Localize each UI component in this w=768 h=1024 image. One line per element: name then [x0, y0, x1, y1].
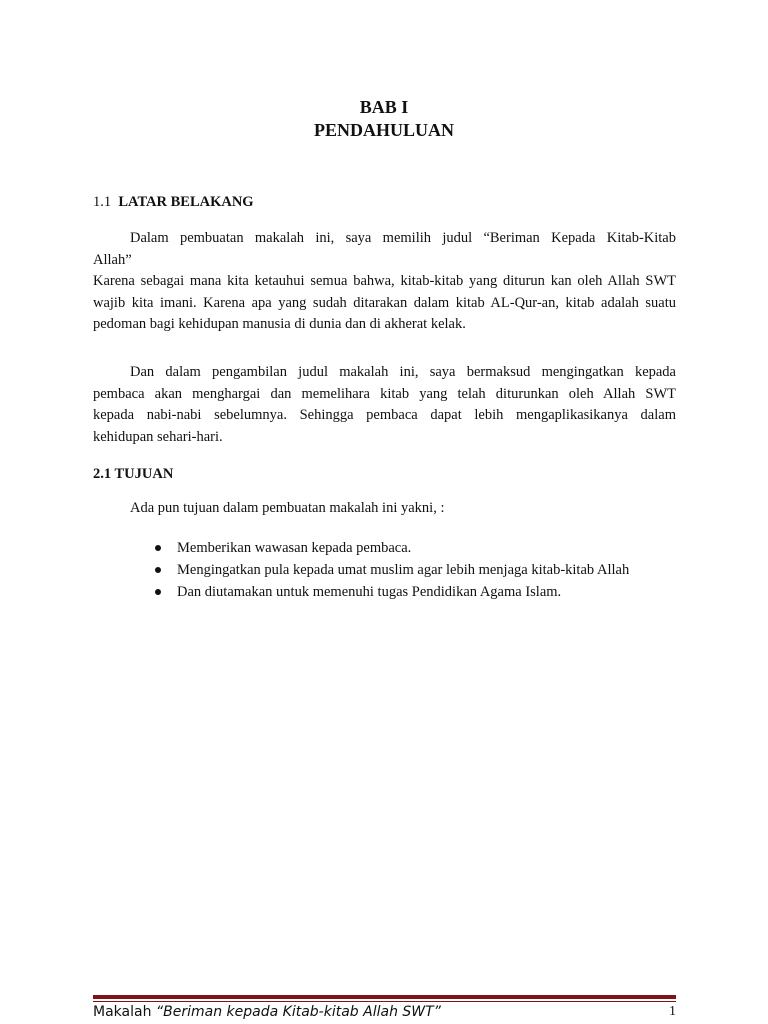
section-title: LATAR BELAKANG: [118, 194, 254, 210]
section-heading-latar-belakang: [93, 194, 254, 211]
text-line: kepada nabi-nabi sebelumnya. Sehingga pembaca dapat lebih mengaplikasikanya dalam: [93, 407, 676, 423]
section-number: 1.1: [93, 194, 112, 210]
page-number: 1: [669, 1004, 676, 1019]
footer-text: [93, 1004, 441, 1020]
chapter-title: PENDAHULUAN: [313, 120, 454, 140]
list-item-text: Dan diutamakan untuk memenuhi tugas Pendidikan Agama Islam.: [177, 584, 562, 600]
bullet-icon: [155, 589, 161, 595]
list-item-text: Mengingatkan pula kepada umat muslim agar lebih menjaga kitab-kitab Allah: [177, 562, 630, 578]
tujuan-intro: Ada pun tujuan dalam pembuatan makalah ini yakni, :: [130, 500, 445, 516]
list-item-text: Memberikan wawasan kepada pembaca.: [177, 540, 412, 556]
text-line: pembaca akan menghargai dan memelihara kitab yang telah diturunkan oleh Allah SWT: [93, 385, 676, 402]
text-line: Allah”: [93, 251, 132, 268]
bullet-icon: [155, 567, 161, 573]
paragraph-2: [93, 362, 676, 448]
section-heading-tujuan: 2.1 TUJUAN: [93, 466, 174, 482]
text-line: Dalam pembuatan makalah ini, saya memilih judul “Beriman Kepada Kitab-Kitab: [130, 230, 676, 246]
text-line: wajib kita imani. Karena apa yang sudah ditarakan dalam kitab AL-Qur-an, kitab adalah suatu: [93, 294, 676, 311]
list-item: [155, 581, 561, 603]
text-line: Dan dalam pengambilan judul makalah ini, saya bermaksud mengingatkan kepada: [130, 364, 676, 380]
paragraph-1: [93, 228, 676, 336]
footer-prefix: Makalah: [93, 1004, 156, 1020]
text-line: pedoman bagi kehidupan manusia di dunia dan di akherat kelak.: [93, 316, 466, 332]
bullet-icon: [155, 545, 161, 551]
chapter-label: BAB I: [359, 97, 409, 117]
text-line: Karena sebagai mana kita ketauhui semua bahwa, kitab-kitab yang diturun kan oleh Allah SWT: [93, 273, 676, 289]
list-item: [155, 559, 629, 581]
footer-title: “Beriman kepada Kitab-kitab Allah SWT”: [155, 1004, 441, 1020]
text-line: kehidupan sehari-hari.: [93, 428, 223, 445]
footer-rule-thick: [93, 995, 676, 999]
footer-rule-thin: [93, 1001, 676, 1002]
list-item: [155, 537, 411, 559]
